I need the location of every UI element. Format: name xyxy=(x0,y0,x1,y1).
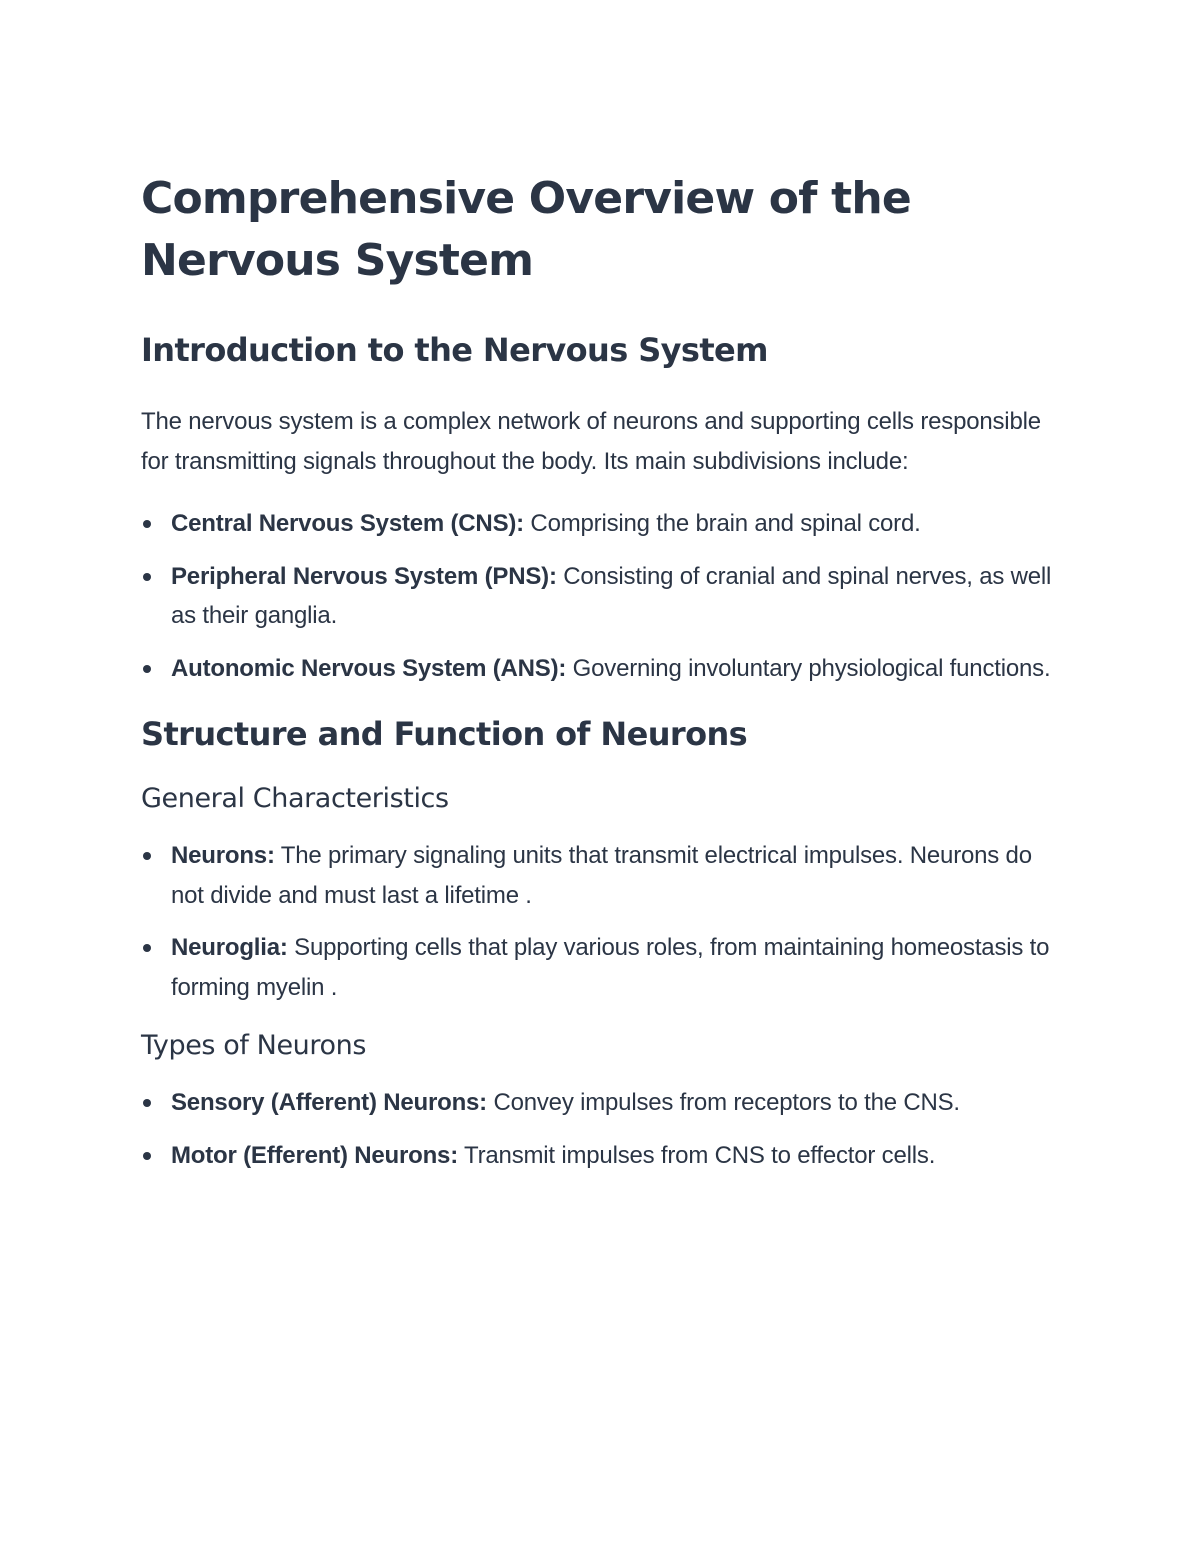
list-item-neurons xyxy=(141,836,1071,915)
bullet-icon xyxy=(143,1152,151,1160)
list-item-term: Central Nervous System (CNS): xyxy=(171,510,524,537)
list-item-term: Neuroglia: xyxy=(171,934,288,961)
introduction-paragraph: The nervous system is a complex network of neurons and supporting cells responsible for transmitting signals throughout the body. Its main subdivisions include: xyxy=(141,408,1041,475)
bullet-icon xyxy=(143,573,151,581)
list-item-motor xyxy=(141,1136,1071,1176)
list-item-neuroglia xyxy=(141,928,1071,1007)
document-page xyxy=(141,168,1071,1188)
list-item-sensory xyxy=(141,1083,1071,1123)
list-item-ans xyxy=(141,649,1071,689)
general-characteristics-list xyxy=(141,836,1071,1007)
bullet-icon xyxy=(143,944,151,952)
list-item-text: The primary signaling units that transmit electrical impulses. Neurons do not divide and must last a lifetime . xyxy=(171,842,1032,909)
subsection-heading-types: Types of Neurons xyxy=(141,1030,366,1061)
subdivisions-list xyxy=(141,504,1071,688)
list-item-text: Governing involuntary physiological functions. xyxy=(566,654,1051,682)
list-item-pns xyxy=(141,557,1071,636)
neuron-types-list xyxy=(141,1083,1071,1175)
list-item-term: Neurons: xyxy=(171,842,275,869)
subsection-heading-general: General Characteristics xyxy=(141,783,449,814)
list-item-term: Autonomic Nervous System (ANS): xyxy=(171,654,567,682)
list-item-term: Sensory (Afferent) Neurons: xyxy=(171,1089,487,1116)
bullet-icon xyxy=(143,665,151,673)
list-item-text: Supporting cells that play various roles, from maintaining homeostasis to forming myelin . xyxy=(171,934,1050,1001)
list-item-text: Comprising the brain and spinal cord. xyxy=(523,510,921,537)
bullet-icon xyxy=(143,520,151,528)
list-item-text: Consisting of cranial and spinal nerves, as well as their ganglia. xyxy=(171,562,1052,629)
bullet-icon xyxy=(143,852,151,860)
bullet-icon xyxy=(143,1099,151,1107)
list-item-term: Motor (Efferent) Neurons: xyxy=(171,1141,458,1169)
list-item-text: Convey impulses from receptors to the CNS. xyxy=(486,1089,960,1116)
list-item-term: Peripheral Nervous System (PNS): xyxy=(171,562,557,590)
list-item-cns xyxy=(141,504,1071,544)
list-item-text: Transmit impulses from CNS to effector cells. xyxy=(458,1141,936,1169)
document-title: Comprehensive Overview of the Nervous System xyxy=(141,173,911,286)
section-heading-neurons: Structure and Function of Neurons xyxy=(141,715,748,753)
section-heading-introduction: Introduction to the Nervous System xyxy=(141,331,768,369)
